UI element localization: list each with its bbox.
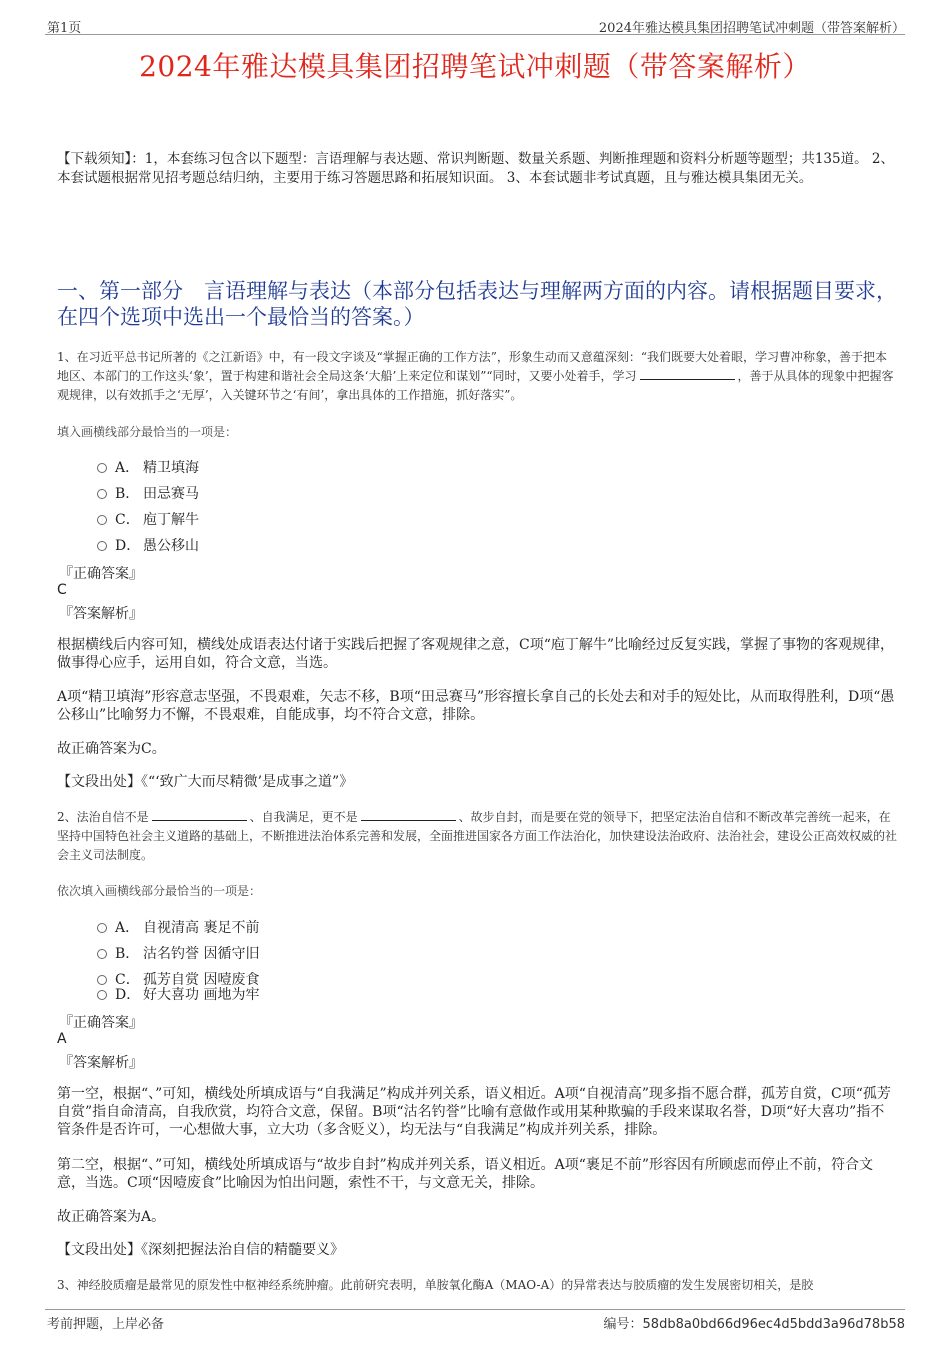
source-citation: 【文段出处】《深刻把握法治自信的精髓要义》 xyxy=(57,1242,344,1258)
option-letter: A． xyxy=(115,920,140,936)
source-citation: 【文段出处】《“‘致广大而尽精微’是成事之道”》 xyxy=(57,774,354,790)
question-2-stem-part-b: 、自我满足，更不是 xyxy=(249,810,358,824)
option-text: 沽名钓誉 因循守旧 xyxy=(143,946,260,962)
correct-answer-label: 『正确答案』 xyxy=(59,566,143,582)
analysis-paragraph: 第二空，根据“、”可知，横线处所填成语与“故步自封”构成并列关系，语义相近。A项“裹足不前”形容因有所顾虑而停止不前，符合文意，当选。C项“因噎废食”比喻因为怕出问题，索性不干，与文意无关，排除。 xyxy=(57,1157,874,1191)
option-letter: B． xyxy=(115,486,140,502)
question-1-option-a[interactable] xyxy=(97,457,199,477)
question-2-prompt: 依次填入画横线部分最恰当的一项是： xyxy=(57,884,262,898)
radio-icon[interactable] xyxy=(97,949,107,959)
header-divider xyxy=(45,34,905,35)
option-text: 自视清高 裹足不前 xyxy=(143,920,260,936)
analysis-paragraph: A项“精卫填海”形容意志坚强，不畏艰难，矢志不移，B项“田忌赛马”形容擅长拿自己的长处去和对手的短处比，从而取得胜利，D项“愚公移山”比喻努力不懈，不畏艰难，自能成事，均不符合文意，排除。 xyxy=(57,689,895,723)
analysis-paragraph: 根据横线后内容可知，横线处成语表达付诸于实践后把握了客观规律之意，C项“庖丁解牛”比喻经过反复实践，掌握了事物的客观规律，做事得心应手，运用自如，符合文意，当选。 xyxy=(57,637,895,671)
question-1-stem xyxy=(57,348,899,405)
correct-answer-value: A xyxy=(57,1031,67,1047)
option-letter: D． xyxy=(115,538,141,554)
question-1-stem-part-b: ，善于从具体的现象中把握客观规律，以有效抓手之‘无厚’，入关键环节之‘有间’，拿出具体的工作措施，抓好落实”。 xyxy=(57,369,894,402)
header-doc-title: 2024年雅达模具集团招聘笔试冲刺题（带答案解析） xyxy=(598,21,905,36)
option-text: 愚公移山 xyxy=(143,538,199,554)
question-2-option-a[interactable] xyxy=(97,917,259,937)
option-text: 田忌赛马 xyxy=(143,486,199,502)
option-letter: C． xyxy=(115,512,140,528)
question-2-option-d[interactable] xyxy=(97,984,259,1004)
radio-icon[interactable] xyxy=(97,990,107,1000)
analysis-label: 『答案解析』 xyxy=(59,1055,143,1071)
footer-slogan: 考前押题，上岸必备 xyxy=(47,1317,165,1332)
question-1-option-d[interactable] xyxy=(97,535,199,555)
question-1-prompt: 填入画横线部分最恰当的一项是： xyxy=(57,425,238,439)
question-1-option-c[interactable] xyxy=(97,509,199,529)
footer-divider xyxy=(45,1309,905,1310)
download-notice: 【下载须知】：1，本套练习包含以下题型：言语理解与表达题、常识判断题、数量关系题、判断推理题和资料分析题等题型；共135道。 2、本套试题根据常见招考题总结归纳，主要用于练习答题思路和拓展知识面。 3、本套试题非考试真题，且与雅达模具集团无关。 xyxy=(57,151,894,186)
question-1-option-b[interactable] xyxy=(97,483,199,503)
radio-icon[interactable] xyxy=(97,489,107,499)
analysis-paragraph: 第一空，根据“、”可知，横线处所填成语与“自我满足”构成并列关系，语义相近。A项“自视清高”现多指不愿合群，孤芳自赏，C项“孤芳自赏”指自命清高，自我欣赏，均符合文意，保留。B项“沽名钓誉”比喻有意做作或用某种欺骗的手段来谋取名誉，D项“好大喜功”指不管条件是否许可，一心想做大事，立大功（多含贬义），均无法与“自我满足”构成并列关系，排除。 xyxy=(57,1086,891,1138)
question-1-stem-part-a: 1、在习近平总书记所著的《之江新语》中，有一段文字谈及“掌握正确的工作方法”，形象生动而又意蕴深刻：“我们既要大处着眼，学习曹冲称象，善于把本地区、本部门的工作这头‘象’，置于构建和谐社会全局这条‘大船’上来定位和谋划”“同时，又要小处着手，学习 xyxy=(57,350,888,383)
radio-icon[interactable] xyxy=(97,515,107,525)
question-2-stem-part-c: 、故步自封，而是要在党的领导下，把坚定法治自信和不断改革完善统一起来，在坚持中国特色社会主义道路的基础上，不断推进法治体系完善和发展，全面推进国家各方面工作法治化，加快建设法治政府、法治社会，建设公正高效权威的社会主义司法制度。 xyxy=(57,810,898,862)
correct-answer-value: C xyxy=(57,582,67,598)
analysis-label: 『答案解析』 xyxy=(59,606,143,622)
option-letter: B． xyxy=(115,946,140,962)
footer-code-label: 编号： xyxy=(603,1317,643,1332)
radio-icon[interactable] xyxy=(97,923,107,933)
footer-code xyxy=(604,1313,905,1332)
question-2-option-b[interactable] xyxy=(97,943,259,963)
option-letter: C． xyxy=(115,972,140,988)
correct-answer-label: 『正确答案』 xyxy=(59,1015,143,1031)
option-letter: D． xyxy=(115,987,141,1003)
document-title: 2024年雅达模具集团招聘笔试冲刺题（带答案解析） xyxy=(139,50,811,83)
answer-blank xyxy=(361,808,456,821)
question-2-stem xyxy=(57,808,899,865)
option-letter: A． xyxy=(115,460,140,476)
radio-icon[interactable] xyxy=(97,541,107,551)
page-number: 第1页 xyxy=(47,21,82,36)
analysis-conclusion: 故正确答案为C。 xyxy=(57,741,166,757)
option-text: 庖丁解牛 xyxy=(143,512,199,528)
option-text: 好大喜功 画地为牢 xyxy=(143,987,260,1003)
section-title: 一、第一部分 言语理解与表达（本部分包括表达与理解两方面的内容。请根据题目要求，在四个选项中选出一个最恰当的答案。） xyxy=(57,279,897,329)
footer-code-value: 58db8a0bd66d96ec4d5bdd3a96d78b58 xyxy=(642,1317,905,1332)
option-text: 精卫填海 xyxy=(143,460,199,476)
radio-icon[interactable] xyxy=(97,463,107,473)
question-3-stem: 3、神经胶质瘤是最常见的原发性中枢神经系统肿瘤。此前研究表明，单胺氧化酶A（MAO-A）的异常表达与胶质瘤的发生发展密切相关，是胶 xyxy=(57,1278,814,1292)
question-2-stem-part-a: 2、法治自信不是 xyxy=(57,810,149,824)
option-text: 孤芳自赏 因噎废食 xyxy=(143,972,260,988)
analysis-conclusion: 故正确答案为A。 xyxy=(57,1209,166,1225)
answer-blank xyxy=(640,367,735,380)
answer-blank xyxy=(152,808,247,821)
